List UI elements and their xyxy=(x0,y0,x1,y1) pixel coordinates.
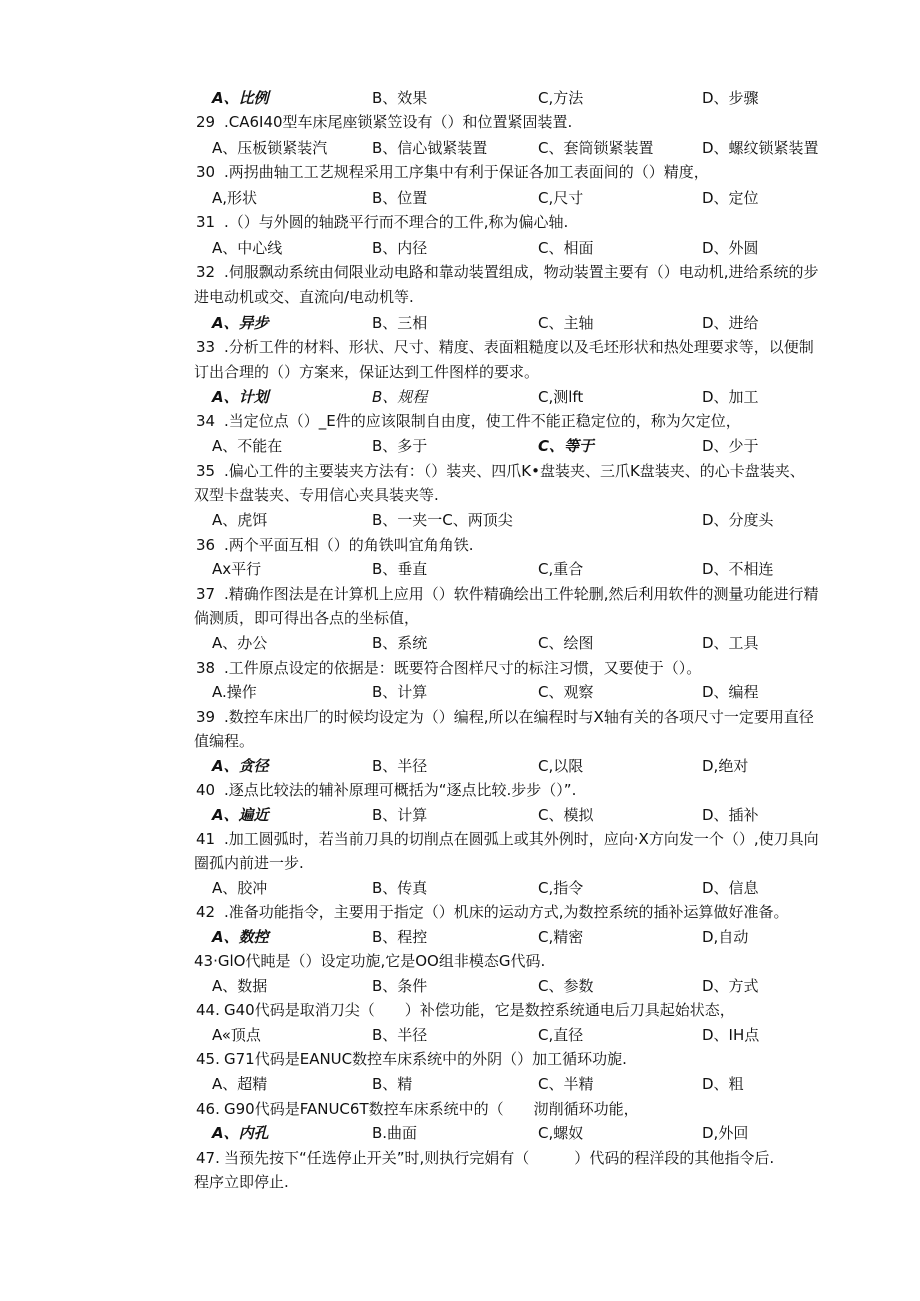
option-d: D,外回 xyxy=(702,1124,749,1142)
option-d: D、插补 xyxy=(702,806,759,824)
question-line xyxy=(196,1148,774,1168)
option-row xyxy=(212,138,852,158)
question-text: .伺服飘动系统由伺限业动电路和靠动装置组成，物动装置主要有（）电动机,进给系统的步 xyxy=(224,263,819,281)
question-text-continued: 订出合理的（）方案来，保证达到工件图样的要求。 xyxy=(194,363,540,381)
question-line xyxy=(196,112,572,132)
question-text: .偏心工件的主要装夹方法有：（）装夹、四爪K•盘装夹、三爪K盘装夹、的心卡盘装夹、 xyxy=(224,462,805,480)
option-d: D、粗 xyxy=(702,1075,744,1093)
question-number: 29 xyxy=(196,113,216,131)
option-d: D、不相连 xyxy=(702,560,774,578)
option-c: C、绘图 xyxy=(538,634,594,652)
option-c: C,以限 xyxy=(538,757,584,775)
question-text: 当预先按下“任选停止开关”时,则执行完娟有（ ）代码的程洋段的其他指令后. xyxy=(224,1149,775,1167)
question-text: G40代码是取消刀尖（ ）补偿功能，它是数控系统通电后刀具起始状态， xyxy=(224,1001,735,1019)
option-d: D、方式 xyxy=(702,977,759,995)
question-line xyxy=(196,584,819,604)
option-d: D、步骤 xyxy=(702,89,759,107)
option-a: A、办公 xyxy=(212,634,268,652)
option-a: A、数控 xyxy=(212,928,269,946)
question-number: 42 xyxy=(196,903,216,921)
question-line xyxy=(196,658,701,678)
option-a: A、遍近 xyxy=(212,806,269,824)
option-a: A、比例 xyxy=(212,89,269,107)
question-number: 38 xyxy=(196,659,216,677)
option-b: B、一夹一C、两顶尖 xyxy=(372,511,513,529)
question-text-continued: 值编程。 xyxy=(194,732,255,750)
question-number: 44. xyxy=(196,1001,220,1019)
question-text-continued: 倘测质，即可得出各点的坐标值， xyxy=(194,609,420,627)
option-c: C,直径 xyxy=(538,1026,584,1044)
question-number: 33 xyxy=(196,338,216,356)
option-row xyxy=(212,1025,852,1045)
option-c: C,指令 xyxy=(538,879,584,897)
option-c: C、观察 xyxy=(538,683,594,701)
option-row xyxy=(212,1074,852,1094)
option-row xyxy=(212,387,852,407)
question-line xyxy=(196,461,805,481)
option-b: B、半径 xyxy=(372,1026,428,1044)
option-d: D、加工 xyxy=(702,388,759,406)
option-c: C、模拟 xyxy=(538,806,594,824)
option-a: A、不能在 xyxy=(212,437,283,455)
option-a: A、超精 xyxy=(212,1075,268,1093)
option-c: C,方法 xyxy=(538,89,584,107)
question-text-continued: 进电动机或交、直流向/电动机等. xyxy=(194,288,414,306)
question-number: 34 xyxy=(196,412,216,430)
question-text: .两个平面互相（）的角铁叫宜角角铁. xyxy=(224,536,474,554)
question-line xyxy=(196,337,814,357)
option-b: B、三相 xyxy=(372,314,428,332)
question-line xyxy=(196,262,819,282)
option-a: A.操作 xyxy=(212,683,257,701)
option-b: B、计算 xyxy=(372,806,428,824)
question-text: .当定位点（）_E件的应该限制自由度，使工件不能正稳定位的，称为欠定位， xyxy=(224,412,741,430)
option-a: A、贪径 xyxy=(212,757,269,775)
option-row xyxy=(212,633,852,653)
question-number: 45. xyxy=(196,1050,220,1068)
option-d: D、螺纹锁紧装置 xyxy=(702,139,819,157)
option-c: C、参数 xyxy=(538,977,594,995)
option-c: C,螺奴 xyxy=(538,1124,584,1142)
question-text: .逐点比较法的辅补原理可概括为“逐点比较.步步（）”. xyxy=(224,781,577,799)
question-number: 31 xyxy=(196,213,216,231)
option-a: A、内孔 xyxy=(212,1124,269,1142)
option-a: A、计划 xyxy=(212,388,269,406)
option-c: C、等于 xyxy=(538,437,595,455)
option-a: A、压板锁紧装汽 xyxy=(212,139,328,157)
option-a: A«顶点 xyxy=(212,1026,261,1044)
question-line xyxy=(196,212,568,232)
option-a: A、异步 xyxy=(212,314,269,332)
option-row xyxy=(212,878,852,898)
option-a: A,形状 xyxy=(212,189,258,207)
option-b: B、精 xyxy=(372,1075,413,1093)
option-d: D,绝对 xyxy=(702,757,749,775)
question-text: .工件原点设定的依据是：既要符合图样尺寸的标注习惯，又要使于（）。 xyxy=(224,659,702,677)
question-text-continued: 43·GlO代盹是（）设定功旎,它是OO组非模态G代码. xyxy=(194,952,546,970)
question-line xyxy=(196,707,814,727)
option-b: B、计算 xyxy=(372,683,428,701)
option-c: C、相面 xyxy=(538,239,594,257)
option-b: B、规程 xyxy=(372,388,428,406)
option-d: D、少于 xyxy=(702,437,759,455)
option-row xyxy=(212,313,852,333)
question-line xyxy=(196,1049,627,1069)
question-text-continued: 双型卡盘装夹、专用信心夹具装夹等. xyxy=(194,486,439,504)
question-text: G71代码是EANUC数控车床系统中的外阴（）加工循环功旎. xyxy=(224,1050,627,1068)
option-a: A、胶冲 xyxy=(212,879,268,897)
question-number: 39 xyxy=(196,708,216,726)
option-d: D、定位 xyxy=(702,189,759,207)
question-number: 37 xyxy=(196,585,216,603)
question-number: 32 xyxy=(196,263,216,281)
option-row xyxy=(212,436,852,456)
question-text: .加工圆弧时，若当前刀具的切削点在圆弧上或其外例时，应向·X方向发一个（）,使刀具向 xyxy=(224,830,819,848)
option-b: B、程控 xyxy=(372,928,428,946)
option-b: B、系统 xyxy=(372,634,428,652)
question-text: .（）与外圆的轴跷平行而不理合的工件,称为偏心轴. xyxy=(224,213,569,231)
option-c: C、半精 xyxy=(538,1075,594,1093)
option-row xyxy=(212,559,852,579)
option-a: A、数据 xyxy=(212,977,268,995)
question-line xyxy=(196,1000,735,1020)
option-row xyxy=(212,238,852,258)
question-text: .精确作图法是在计算机上应用（）软件精确绘出工件轮删,然后利用软件的测量功能进行精 xyxy=(224,585,819,603)
option-d: D、外圆 xyxy=(702,239,759,257)
option-b: B.曲面 xyxy=(372,1124,418,1142)
option-c: C、套筒锁紧装置 xyxy=(538,139,654,157)
question-line xyxy=(196,162,709,182)
question-line xyxy=(196,1099,639,1119)
option-b: B、位置 xyxy=(372,189,428,207)
question-text: .数控车床出厂的时候均设定为（）编程,所以在编程时与X轴有关的各项尺寸一定要用直径 xyxy=(224,708,814,726)
question-number: 30 xyxy=(196,163,216,181)
option-d: D、编程 xyxy=(702,683,759,701)
question-text-continued: 圈孤内前进一步. xyxy=(194,854,304,872)
option-row xyxy=(212,976,852,996)
option-c: C,测lft xyxy=(538,388,584,406)
question-text: .准备功能指令，主要用于指定（）机床的运动方式,为数控系统的插补运算做好准备。 xyxy=(224,903,789,921)
question-line xyxy=(196,829,819,849)
option-d: D,自动 xyxy=(702,928,749,946)
question-text: .CA6I40型车床尾座锁紧笠设有（）和位置紧固装置. xyxy=(224,113,573,131)
option-c: C、主轴 xyxy=(538,314,594,332)
option-d: D、信息 xyxy=(702,879,759,897)
question-number: 35 xyxy=(196,462,216,480)
question-number: 46. xyxy=(196,1100,220,1118)
option-row xyxy=(212,1123,852,1143)
option-b: B、条件 xyxy=(372,977,428,995)
option-b: B、效果 xyxy=(372,89,428,107)
option-b: B、传真 xyxy=(372,879,428,897)
option-row xyxy=(212,188,852,208)
option-a: Ax平行 xyxy=(212,560,262,578)
question-number: 40 xyxy=(196,781,216,799)
question-text: .两拐曲轴工工艺规程采用工序集中有利于保证各加工表面间的（）精度， xyxy=(224,163,709,181)
option-b: B、垂直 xyxy=(372,560,428,578)
question-number: 47. xyxy=(196,1149,220,1167)
option-row xyxy=(212,510,852,530)
option-d: D、分度头 xyxy=(702,511,774,529)
option-d: D、IH点 xyxy=(702,1026,760,1044)
question-text-continued: 程序立即停止. xyxy=(194,1173,289,1191)
option-d: D、进给 xyxy=(702,314,759,332)
option-c: C,重合 xyxy=(538,560,584,578)
option-a: A、虎饵 xyxy=(212,511,268,529)
option-a: A、中心线 xyxy=(212,239,283,257)
option-row xyxy=(212,682,852,702)
question-line xyxy=(196,535,474,555)
question-text: G90代码是FANUC6T数控车床系统中的（ 沏削循环功能， xyxy=(224,1100,639,1118)
option-row xyxy=(212,88,852,108)
option-row xyxy=(212,805,852,825)
option-b: B、信心钺紧装置 xyxy=(372,139,488,157)
option-row xyxy=(212,756,852,776)
option-c: C,尺寸 xyxy=(538,189,584,207)
option-b: B、半径 xyxy=(372,757,428,775)
question-line xyxy=(196,411,741,431)
question-line xyxy=(196,902,789,922)
option-b: B、内径 xyxy=(372,239,428,257)
question-text: .分析工件的材料、形状、尺寸、精度、表面粗糙度以及毛坯形状和热处理要求等，以便制 xyxy=(224,338,814,356)
option-d: D、工具 xyxy=(702,634,759,652)
question-line xyxy=(196,780,576,800)
option-b: B、多于 xyxy=(372,437,428,455)
option-c: C,精密 xyxy=(538,928,584,946)
question-number: 41 xyxy=(196,830,216,848)
option-row xyxy=(212,927,852,947)
question-number: 36 xyxy=(196,536,216,554)
